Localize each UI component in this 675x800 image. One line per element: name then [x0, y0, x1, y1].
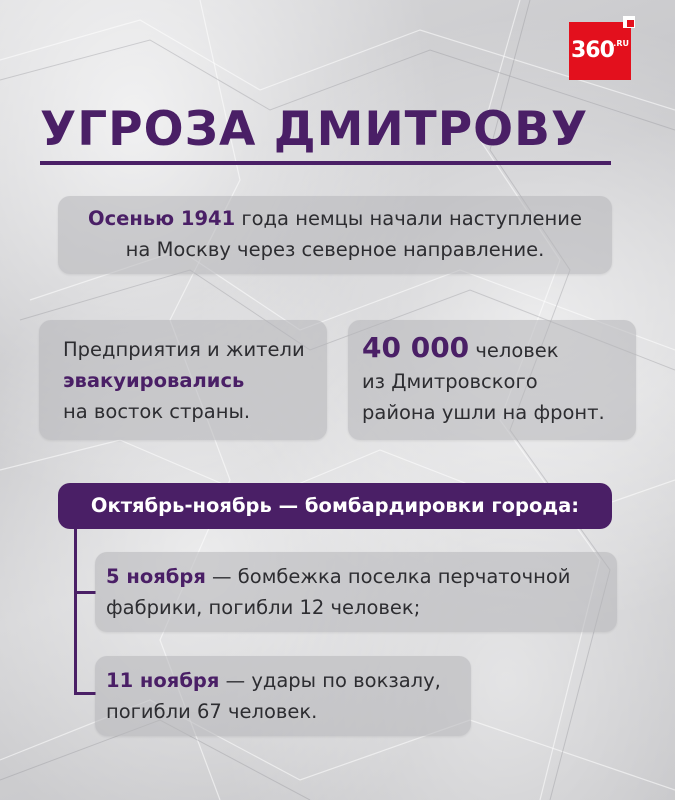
- front-card: [348, 320, 636, 440]
- logo-corner-square: [623, 16, 635, 28]
- intro-line2: на Москву через северное направление.: [125, 238, 545, 261]
- bombing-date: 5 ноября: [106, 565, 206, 588]
- bombing-text-line2: фабрики, погибли 12 человек;: [106, 596, 421, 619]
- front-number: 40 000: [362, 331, 470, 364]
- front-line2: из Дмитровского: [362, 370, 538, 393]
- intro-date: Осенью 1941: [88, 207, 236, 230]
- evacuation-bold: эвакуировались: [63, 369, 245, 392]
- timeline-branch: [74, 591, 96, 594]
- front-line1: человек: [469, 339, 559, 362]
- evacuation-line1: Предприятия и жители: [63, 338, 305, 361]
- bombing-item: [95, 552, 617, 632]
- timeline-branch: [74, 692, 96, 695]
- intro-line1: года немцы начали наступление: [235, 207, 582, 230]
- evacuation-line3: на восток страны.: [63, 400, 251, 423]
- bombing-date: 11 ноября: [106, 669, 220, 692]
- bombing-item: [95, 656, 471, 736]
- bombing-header: Октябрь-ноябрь — бомбардировки города:: [58, 483, 612, 529]
- brand-logo[interactable]: [569, 22, 631, 80]
- bombing-text: — удары по вокзалу,: [219, 669, 441, 692]
- logo-suffix: .RU: [613, 39, 629, 48]
- bombing-text-line2: погибли 67 человек.: [106, 700, 318, 723]
- logo-text: 360: [571, 38, 614, 63]
- page-title: УГРОЗА ДМИТРОВУ: [40, 102, 589, 157]
- evacuation-card: [39, 320, 327, 440]
- front-line3: района ушли на фронт.: [362, 401, 605, 424]
- bombing-text: — бомбежка поселка перчаточной: [205, 565, 571, 588]
- intro-card: [58, 196, 612, 274]
- title-underline: [40, 161, 611, 165]
